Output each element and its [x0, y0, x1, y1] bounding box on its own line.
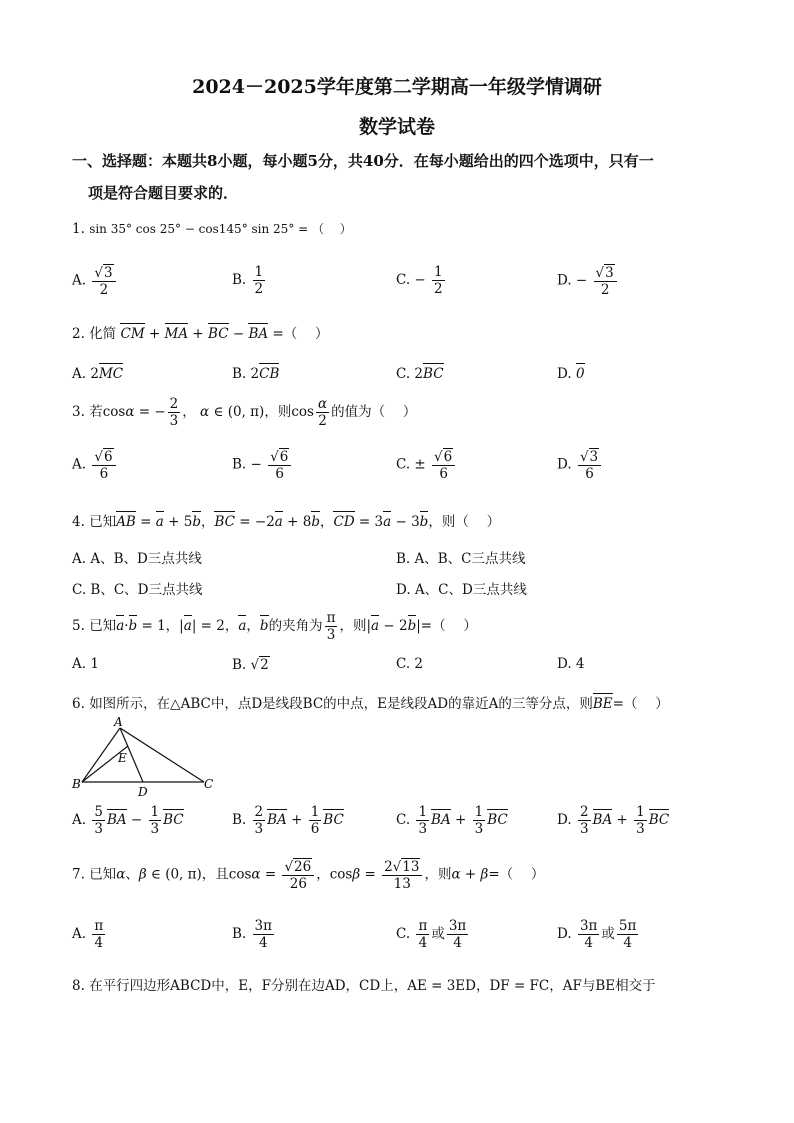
q1-option-b: B. $\frac{1}{2}$: [232, 264, 264, 297]
q1-option-d: D. − $\frac{√3}{2}$: [557, 264, 619, 298]
q3-option-a: A. $\frac{√6}{6}$: [72, 448, 118, 482]
q4-option-d: D. A、C、D三点共线: [396, 582, 527, 598]
question-6: 6. 如图所示，在△ABC中，点D是线段BC的中点，E是线段AD的靠近A的三等分点，则BE=（ ）: [72, 696, 669, 712]
q2-option-b: B. 2CB: [232, 366, 280, 382]
q2-option-a: A. 2MC: [72, 366, 124, 382]
question-stem: sin 35° cos 25° − cos145° sin 25° = （ ）: [89, 222, 352, 236]
section-heading-line2: 项是符合题目要求的．: [88, 184, 239, 202]
q7-option-d: D. $\frac{3\pi}{4}$ 或 $\frac{5\pi}{4}$: [557, 918, 637, 951]
q5-option-a: A. 1: [72, 656, 99, 672]
question-5: 5. 已知a·b = 1，|a| = 2，a，b的夹角为 $\frac{\pi}{3}$ ，则|a − 2b|=（ ）: [72, 610, 477, 643]
q3-option-d: D. $\frac{√3}{6}$: [557, 448, 603, 482]
q1-option-a: A. $\frac{√3}{2}$: [72, 264, 118, 298]
q7-option-b: B. $\frac{3\pi}{4}$: [232, 918, 272, 951]
question-number: 1.: [72, 221, 85, 237]
question-3: 3. 若cosα = − $\frac{2}{3}$ ， α ∈ (0, π)，则cos $\frac{\alpha}{2}$ 的值为（ ）: [72, 396, 417, 429]
question-8: 8. 在平行四边形ABCD中，E，F分别在边AD，CD上，AE = 3ED，DF = FC，AF与BE相交于: [72, 978, 656, 994]
section-heading-line1: 一、选择题：本题共8小题，每小题5分，共40分．在每小题给出的四个选项中，只有一: [72, 152, 654, 170]
q7-option-c: C. $\frac{\pi}{4}$ 或 $\frac{3\pi}{4}$: [396, 918, 467, 951]
side-ab: [82, 728, 120, 782]
label-e: E: [118, 751, 127, 765]
q3-option-c: C. ± $\frac{√6}{6}$: [396, 448, 457, 482]
q5-option-d: D. 4: [557, 656, 585, 672]
q5-option-b: B. √2: [232, 657, 269, 673]
label-c: C: [204, 777, 214, 791]
q6-option-d: D. $\frac{2}{3}$ BA + $\frac{1}{3}$ BC: [557, 804, 670, 837]
page-title: 2024－2025学年度第二学期高一年级学情调研: [192, 76, 602, 98]
q3-option-b: B. − $\frac{√6}{6}$: [232, 448, 293, 482]
q1-option-c: C. − $\frac{1}{2}$: [396, 264, 443, 297]
triangle-figure: [70, 716, 220, 798]
q6-option-b: B. $\frac{2}{3}$ BA + $\frac{1}{6}$ BC: [232, 804, 344, 837]
q2-option-d: D. 0: [557, 366, 585, 382]
label-d: D: [138, 785, 148, 798]
question-1: [72, 220, 352, 237]
page-subtitle: 数学试卷: [358, 116, 435, 138]
side-ac: [120, 728, 204, 782]
q4-option-b: B. A、B、C三点共线: [396, 551, 526, 567]
label-b: B: [72, 777, 81, 791]
q6-option-c: C. $\frac{1}{3}$ BA + $\frac{1}{3}$ BC: [396, 804, 508, 837]
q2-option-c: C. 2BC: [396, 366, 444, 382]
question-2: 2. 化简 CM + MA + BC − BA =（ ）: [72, 326, 329, 342]
question-4: 4. 已知AB = a + 5b，BC = −2a + 8b，CD = 3a − 3b，则（ ）: [72, 514, 501, 530]
q7-option-a: A. $\frac{\pi}{4}$: [72, 918, 104, 951]
q4-option-a: A. A、B、D三点共线: [72, 551, 202, 567]
q5-option-c: C. 2: [396, 656, 424, 672]
label-a: A: [114, 716, 123, 729]
q6-option-a: A. $\frac{5}{3}$ BA − $\frac{1}{3}$ BC: [72, 804, 184, 837]
q4-option-c: C. B、C、D三点共线: [72, 582, 203, 598]
question-7: 7. 已知α、β ∈ (0, π)，且cosα = $\frac{√26}{26}$ ，cosβ = $\frac{2√13}{13}$ ，则α + β=（ ）: [72, 859, 545, 892]
